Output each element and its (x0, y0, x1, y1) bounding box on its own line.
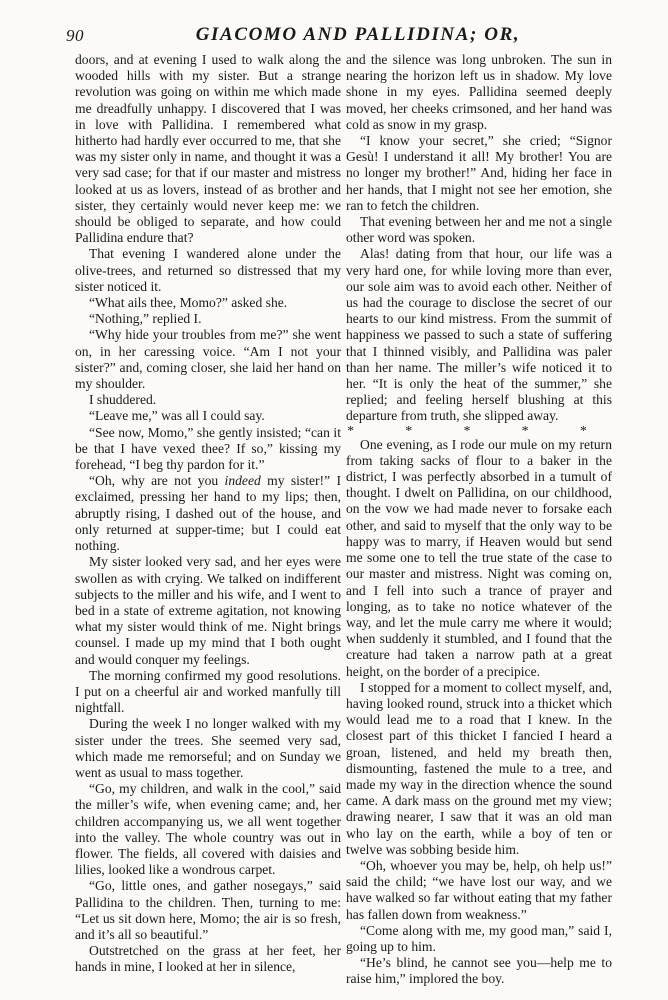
paragraph: “Nothing,” replied I. (89, 311, 202, 327)
paragraph: “I know your secret,” she cried; “Signor Gesù! I understand it all! My brother! You are no longer my brother!” And, hiding her face in her hands, that I might not see her emotion, she ran to fetch the children. (346, 133, 612, 213)
left-column (75, 52, 341, 976)
paragraph: “He’s blind, he cannot see you—help me to raise him,” implored the boy. (346, 955, 612, 987)
paragraph-with-emphasis: “Oh, why are not you indeed my sister!” I exclaimed, pressing her hand to my lips; then, abruptly rising, I dashed out of the house, and only returned at supper-time; but I could eat nothing. (75, 473, 341, 554)
right-column (346, 52, 612, 988)
paragraph: That evening I wandered alone under the olive-trees, and returned so distressed that my sister noticed it. (75, 246, 341, 294)
paragraph: That evening between her and me not a single other word was spoken. (346, 214, 612, 246)
paragraph: “See now, Momo,” she gently insisted; “can it be that I have vexed thee? If so,” kissing my forehead, “I beg thy pardon for it.” (75, 424, 341, 473)
paragraph: “Leave me,” was all I could say. (89, 408, 265, 424)
paragraph: My sister looked very sad, and her eyes were swollen as with crying. We talked on indifferent subjects to the miller and his wife, and I went to bed in a state of extreme agitation, not knowing what my sister would think of me. Night brings counsel. I made up my mind that I both ought and would conquer my feelings. (75, 554, 341, 667)
paragraph: I shuddered. (89, 392, 157, 408)
paragraph: “Oh, whoever you may be, help, oh help us!” said the child; “we have lost our way, and we have walked so far without eating that my father has fallen down from weakness.” (346, 857, 612, 922)
paragraph: “Come along with me, my good man,” said I, going up to him. (346, 922, 612, 954)
paragraph: “What ails thee, Momo?” asked she. (89, 295, 288, 311)
paragraph: and the silence was long unbroken. The sun in nearing the horizon left us in shadow. My love shone in my eyes. Pallidina seemed deeply moved, her cheeks crimsoned, and her hand was cold as snow in my grasp. (346, 52, 612, 132)
section-break-asterisks: * * * * * (347, 422, 611, 438)
paragraph: Alas! dating from that hour, our life was a very hard one, for while loving more than ever, our sole aim was to avoid each other. Neither of us had the courage to disclose the secret of our hearts to our kind mistress. From the summit of happiness we passed to such a state of suffering that I thinned visibly, and Pallidina was paler than her name. The miller’s wife noticed it to her. “It is only the heat of the summer,” she replied; and feeling herself blushing at this departure from truth, she slipped away. (346, 246, 612, 424)
paragraph: “Go, little ones, and gather nosegays,” said Pallidina to the children. Then, turning to me: “Let us sit down here, Momo; the air is so fresh, and it’s all so beautiful.” (75, 878, 341, 942)
emphasized-word: indeed (224, 473, 261, 489)
paragraph: The morning confirmed my good resolutions. I put on a cheerful air and worked manfully till nightfall. (75, 667, 341, 716)
paragraph: I stopped for a moment to collect myself, and, having looked round, struck into a thicket which would lead me to a road that I knew. In the closest part of this thicket I fancied I heard a groan, listened, and held my breath then, dismounting, fastened the mule to a tree, and made my way in the direction whence the sound came. A dark mass on the ground met my view; drawing nearer, I saw that it was an old man who lay on the earth, while a boy of ten or twelve was sobbing beside him. (346, 679, 612, 857)
paragraph: “Go, my children, and walk in the cool,” said the miller’s wife, when evening came; and, her children accompanying us, we all went together into the valley. The whole country was out in flower. The fields, all covered with daisies and lilies, looked like a wondrous carpet. (75, 781, 341, 878)
page-header (66, 24, 614, 52)
page-number: 90 (66, 26, 84, 45)
running-title: GIACOMO AND PALLIDINA; OR, (195, 24, 521, 45)
paragraph: During the week I no longer walked with my sister under the trees. She seemed very sad, which made me remorseful; and on Sunday we went as usual to mass together. (75, 716, 341, 780)
paragraph: doors, and at evening I used to walk along the wooded hills with my sister. But a strange revolution was going on within me which made me dreadfully unhappy. I discovered that I was in love with Pallidina. I remembered what hitherto had hardly ever occurred to me, that she was my sister only in name, and thought it was a very sad case; for that if our master and mistress looked at us as lovers, instead of as brother and sister, they certainly would never keep me: we should be obliged to separate, and how could Pallidina endure that? (75, 52, 341, 246)
paragraph: Outstretched on the grass at her feet, her hands in mine, I looked at her in silence, (75, 943, 341, 975)
paragraph: “Why hide your troubles from me?” she went on, in her caressing voice. “Am I not your sister?” and, coming closer, she laid her hand on my shoulder. (75, 327, 341, 392)
paragraph: One evening, as I rode our mule on my return from taking sacks of flour to a baker in the district, I was perfectly absorbed in a tumult of thought. I dwelt on Pallidina, on our childhood, on the vow we had made never to forsake each other, and said to myself that the only way to be happy was to marry, if Heaven would but send me some one to tell the true state of the case to our master and mistress. Night was coming on, and I fell into such a trance of prayer and longing, as to take no notice whatever of the way, and let the mule carry me where it would; when suddenly it stumbled, and I found that the creature had taken a narrow path at a great height, on the border of a precipice. (346, 436, 612, 679)
